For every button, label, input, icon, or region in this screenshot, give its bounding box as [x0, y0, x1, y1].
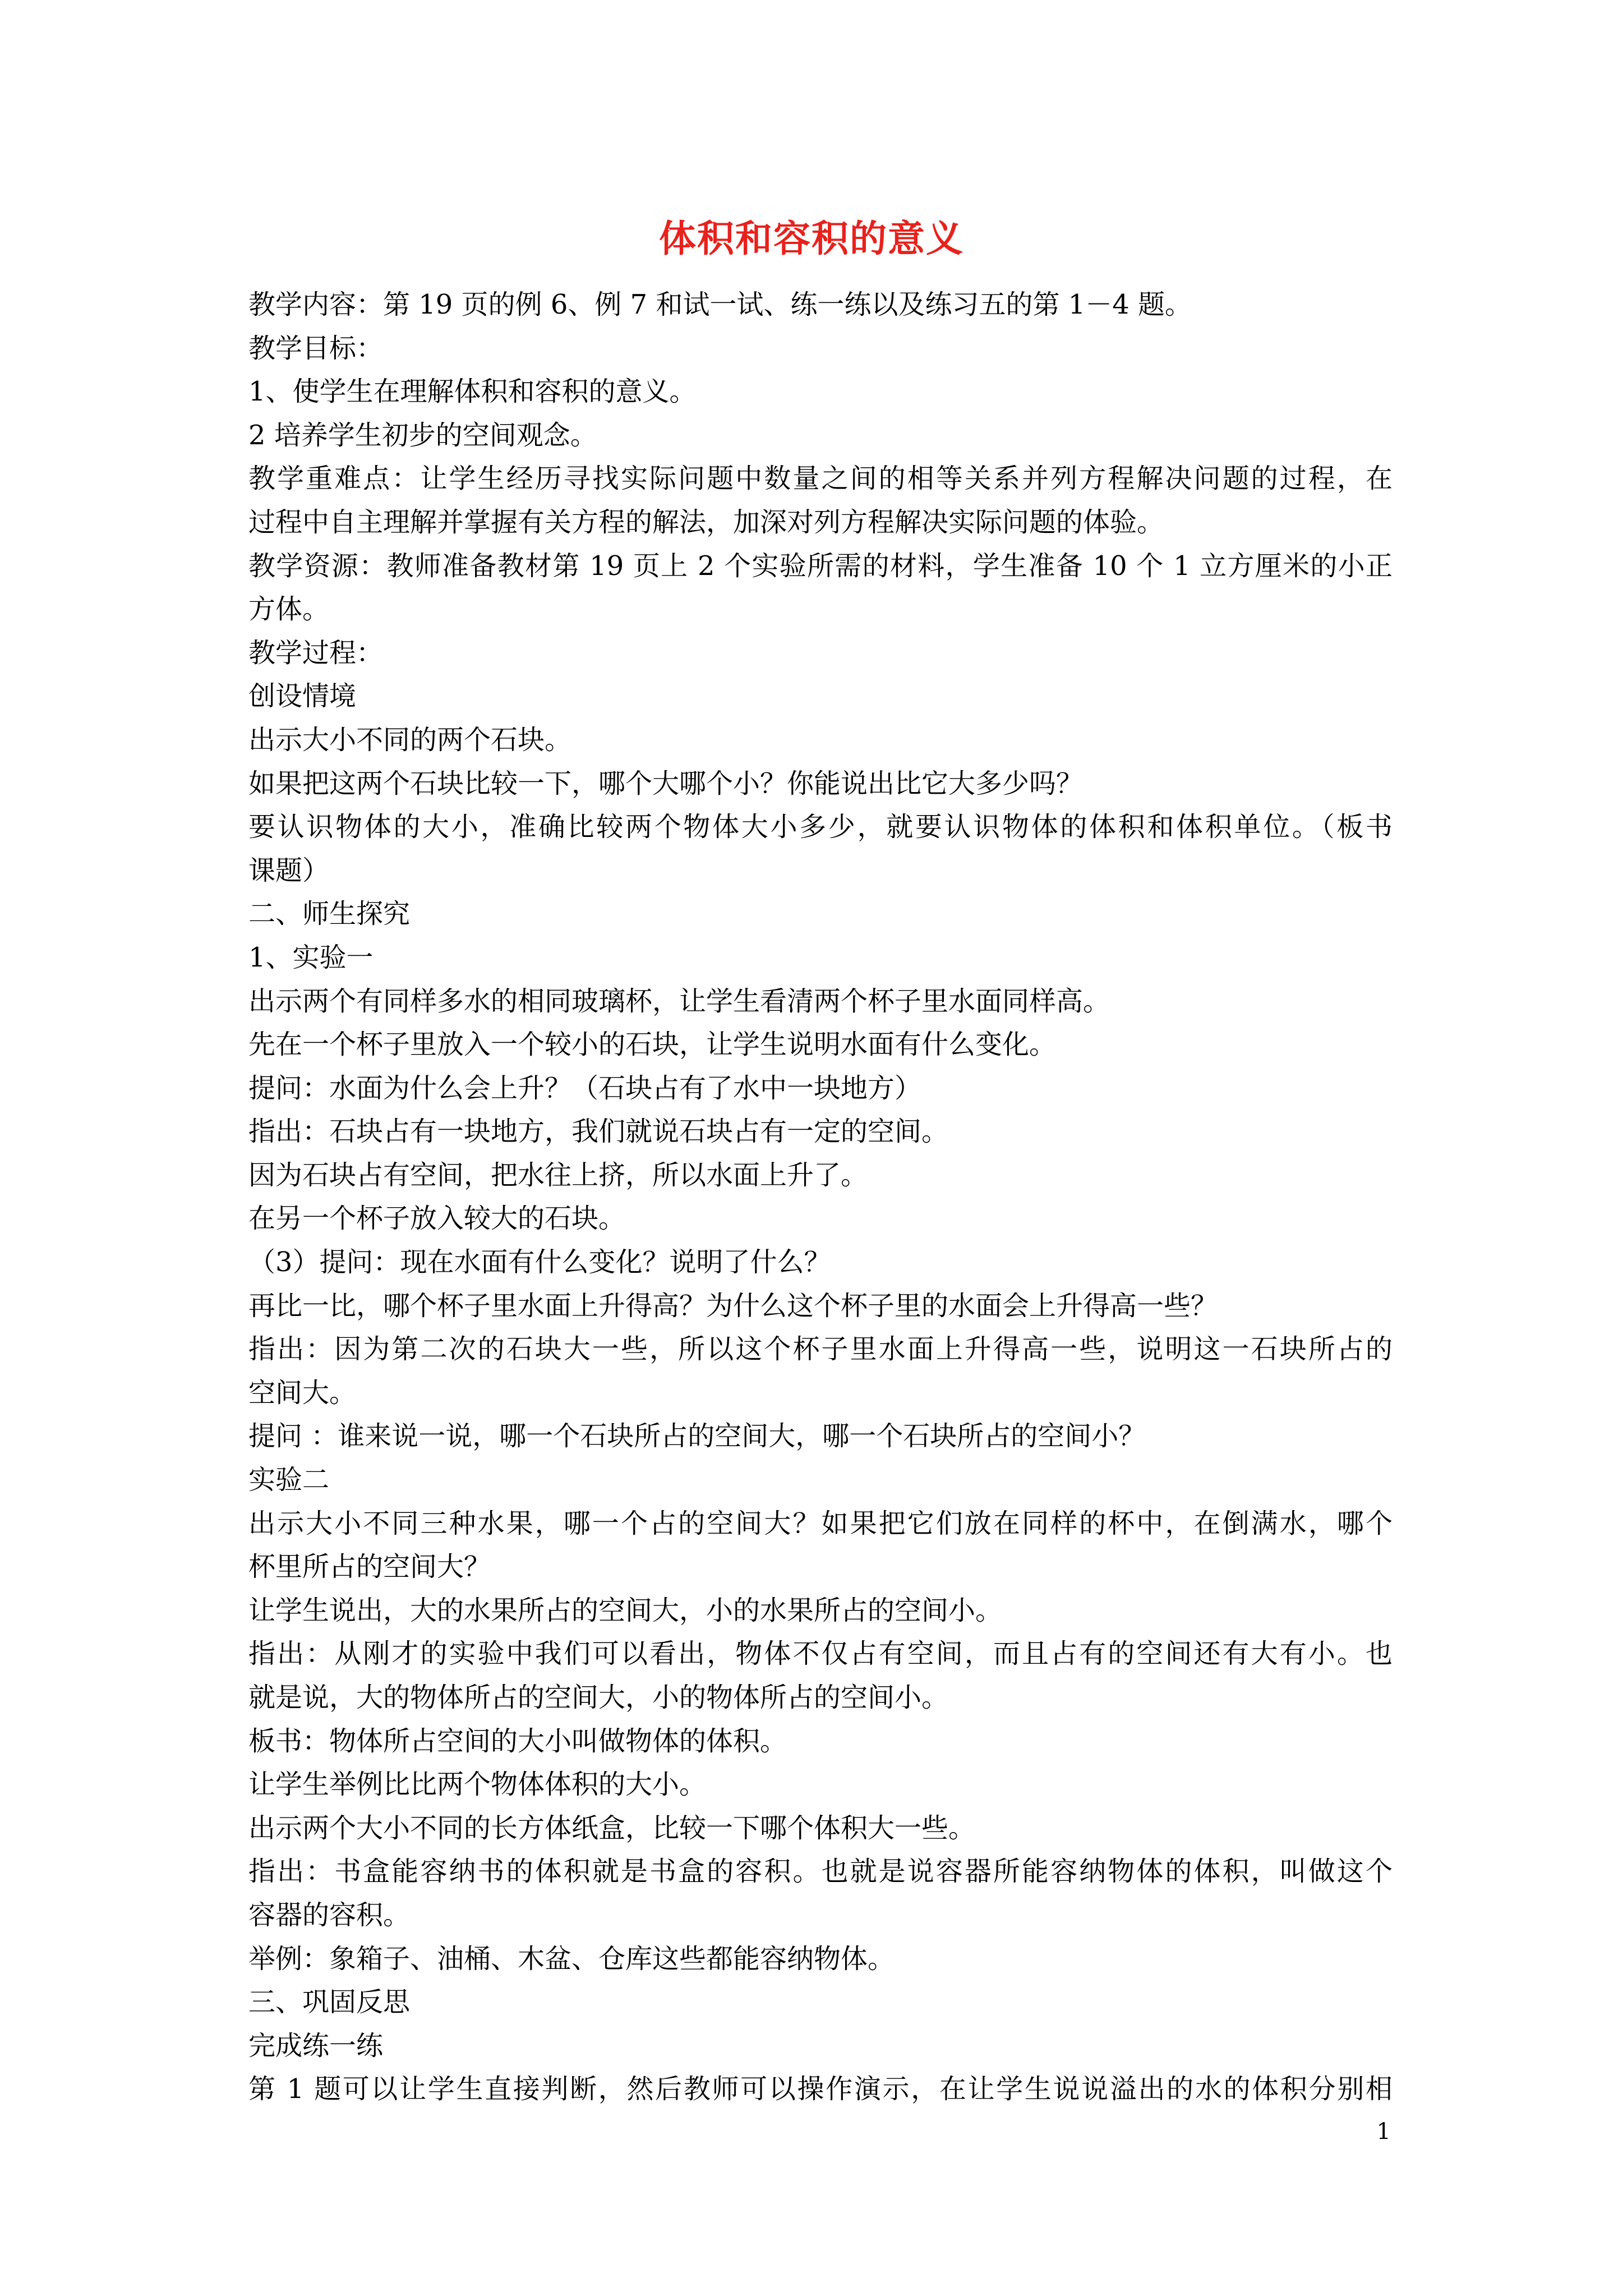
text-line: 出示大小不同的两个石块。 [248, 724, 572, 756]
text-line: 教学重难点：让学生经历寻找实际问题中数量之间的相等关系并列方程解决问题的过程，在 [248, 463, 1393, 495]
text-line: 指出：石块占有一块地方，我们就说石块占有一定的空间。 [248, 1116, 949, 1148]
text-line: 1、使学生在理解体积和容积的意义。 [248, 376, 697, 408]
text-line: 教学过程： [248, 637, 384, 669]
text-line: 提问：水面为什么会上升？（石块占有了水中一块地方） [248, 1072, 922, 1104]
text-line: 板书：物体所占空间的大小叫做物体的体积。 [248, 1725, 787, 1757]
text-line: 教学资源：教师准备教材第 19 页上 2 个实验所需的材料，学生准备 10 个 1 立方厘米的小正 [248, 550, 1393, 582]
text-line: 就是说，大的物体所占的空间大，小的物体所占的空间小。 [248, 1682, 949, 1713]
text-line: 方体。 [248, 593, 330, 625]
text-line: 空间大。 [248, 1377, 357, 1409]
text-line: 让学生举例比比两个物体体积的大小。 [248, 1769, 707, 1801]
text-line: 2 培养学生初步的空间观念。 [248, 419, 597, 451]
text-line: 1、实验一 [248, 941, 374, 973]
text-line: 出示两个大小不同的长方体纸盒，比较一下哪个体积大一些。 [248, 1812, 976, 1844]
document-body [248, 283, 1393, 2111]
text-line: 让学生说出，大的水果所占的空间大，小的水果所占的空间小。 [248, 1594, 1003, 1626]
text-line: 如果把这两个石块比较一下，哪个大哪个小？你能说出比它大多少吗？ [248, 767, 1083, 799]
text-line: 实验二 [248, 1464, 330, 1496]
text-line: 指出：书盒能容纳书的体积就是书盒的容积。也就是说容器所能容纳物体的体积，叫做这个 [248, 1856, 1393, 1888]
text-line: 教学内容：第 19 页的例 6、例 7 和试一试、练一练以及练习五的第 1－4 题。 [248, 289, 1192, 320]
text-line: 因为石块占有空间，把水往上挤，所以水面上升了。 [248, 1159, 868, 1191]
text-line: 二、师生探究 [248, 898, 411, 930]
text-line: 出示两个有同样多水的相同玻璃杯，让学生看清两个杯子里水面同样高。 [248, 985, 1110, 1017]
text-line: 举例：象箱子、油桶、木盆、仓库这些都能容纳物体。 [248, 1943, 895, 1975]
text-line: 指出：从刚才的实验中我们可以看出，物体不仅占有空间，而且占有的空间还有大有小。也 [248, 1638, 1393, 1670]
text-line: 先在一个杯子里放入一个较小的石块，让学生说明水面有什么变化。 [248, 1029, 1057, 1061]
text-line: 完成练一练 [248, 2030, 384, 2062]
page-number: 1 [1376, 2119, 1391, 2145]
text-line: 再比一比，哪个杯子里水面上升得高？为什么这个杯子里的水面会上升得高一些？ [248, 1290, 1218, 1322]
text-line: 指出：因为第二次的石块大一些，所以这个杯子里水面上升得高一些，说明这一石块所占的 [248, 1333, 1393, 1365]
text-line: 杯里所占的空间大？ [248, 1551, 491, 1583]
text-line: 在另一个杯子放入较大的石块。 [248, 1203, 626, 1235]
text-line: 出示大小不同三种水果，哪一个占的空间大？如果把它们放在同样的杯中，在倒满水，哪个 [248, 1507, 1393, 1539]
text-line: 创设情境 [248, 680, 357, 712]
text-line: 要认识物体的大小，准确比较两个物体大小多少，就要认识物体的体积和体积单位。（板书 [248, 811, 1393, 843]
text-line: 三、巩固反思 [248, 1986, 411, 2018]
text-line: 课题） [248, 854, 330, 886]
document-title: 体积和容积的意义 [659, 217, 964, 260]
text-line: 提问 ：谁来说一说，哪一个石块所占的空间大，哪一个石块所占的空间小？ [248, 1420, 1146, 1452]
text-line: 教学目标： [248, 332, 384, 364]
text-line: 第 1 题可以让学生直接判断，然后教师可以操作演示，在让学生说说溢出的水的体积分别相 [248, 2073, 1393, 2105]
text-line: 过程中自主理解并掌握有关方程的解法，加深对列方程解决实际问题的体验。 [248, 506, 1164, 538]
text-line: 容器的容积。 [248, 1899, 411, 1931]
text-line: （3）提问：现在水面有什么变化？说明了什么？ [248, 1246, 831, 1278]
